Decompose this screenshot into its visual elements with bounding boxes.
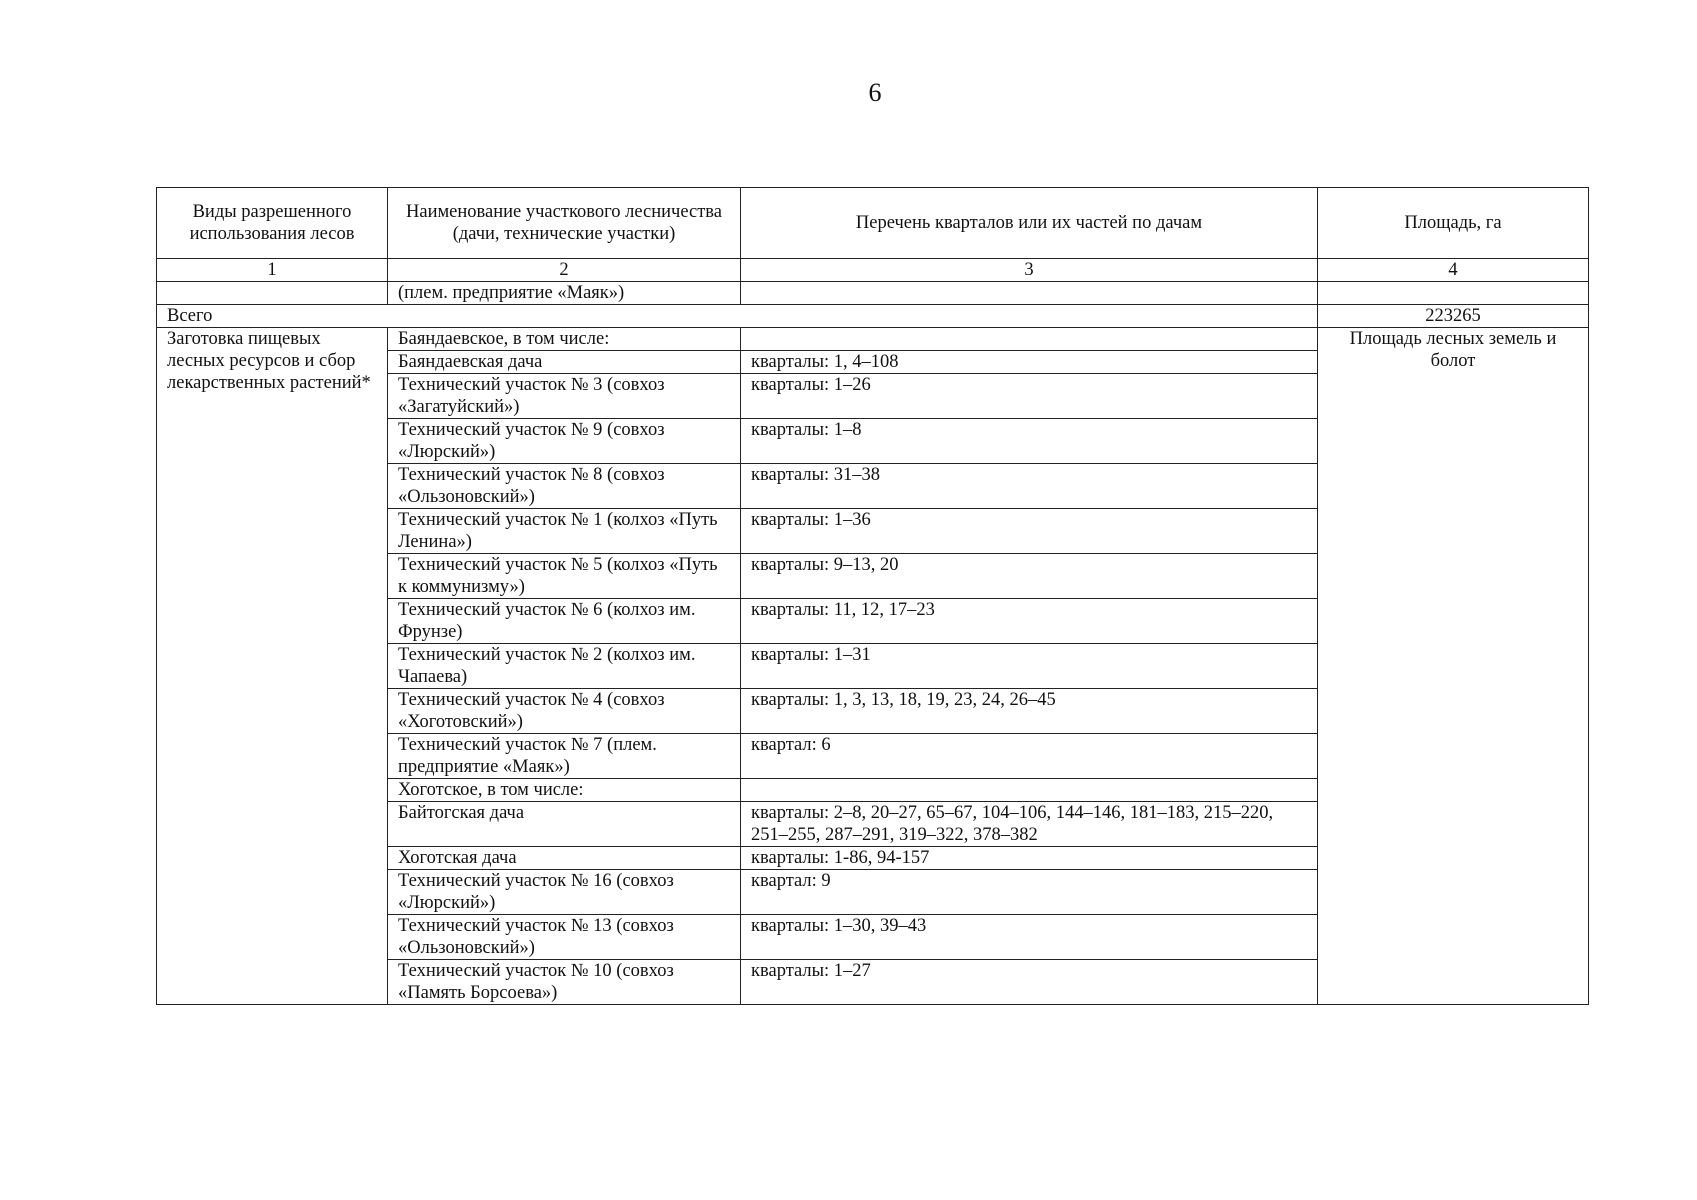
total-label: Всего bbox=[157, 305, 1318, 328]
quarters-cell: кварталы: 1, 4–108 bbox=[741, 351, 1318, 374]
quarters-cell: кварталы: 1–30, 39–43 bbox=[741, 915, 1318, 960]
quarters-cell bbox=[741, 779, 1318, 802]
quarters-cell: квартал: 6 bbox=[741, 734, 1318, 779]
forestry-name-cell: Технический участок № 7 (плем. предприятие «Маяк») bbox=[388, 734, 741, 779]
quarters-cell: кварталы: 31–38 bbox=[741, 464, 1318, 509]
quarters-cell: кварталы: 1, 3, 13, 18, 19, 23, 24, 26–45 bbox=[741, 689, 1318, 734]
header-quarters: Перечень кварталов или их частей по дачам bbox=[741, 188, 1318, 259]
forestry-name-cell: Технический участок № 4 (совхоз «Хоготовский») bbox=[388, 689, 741, 734]
column-number-row bbox=[157, 259, 1589, 282]
use-type-cell: Заготовка пищевых лесных ресурсов и сбор лекарственных растений* bbox=[157, 328, 388, 1005]
forest-use-table bbox=[156, 187, 1589, 1005]
quarters-cell: кварталы: 11, 12, 17–23 bbox=[741, 599, 1318, 644]
forestry-name-cell: Байтогская дача bbox=[388, 802, 741, 847]
column-number: 4 bbox=[1318, 259, 1589, 282]
section-body bbox=[157, 328, 1589, 1005]
quarters-cell: кварталы: 1–31 bbox=[741, 644, 1318, 689]
table-cell bbox=[1318, 282, 1589, 305]
column-number: 1 bbox=[157, 259, 388, 282]
quarters-cell bbox=[741, 328, 1318, 351]
quarters-cell: кварталы: 2–8, 20–27, 65–67, 104–106, 144–146, 181–183, 215–220, 251–255, 287–291, 319–322, 378–382 bbox=[741, 802, 1318, 847]
quarters-cell: кварталы: 9–13, 20 bbox=[741, 554, 1318, 599]
quarters-cell: кварталы: 1-86, 94-157 bbox=[741, 847, 1318, 870]
forestry-name-cell: Технический участок № 1 (колхоз «Путь Ленина») bbox=[388, 509, 741, 554]
continuation-row bbox=[157, 282, 1589, 305]
total-row bbox=[157, 305, 1589, 328]
quarters-cell: кварталы: 1–8 bbox=[741, 419, 1318, 464]
column-number: 3 bbox=[741, 259, 1318, 282]
quarters-cell: кварталы: 1–26 bbox=[741, 374, 1318, 419]
forestry-name-cell: Технический участок № 10 (совхоз «Память Борсоева») bbox=[388, 960, 741, 1005]
continuation-quarters bbox=[741, 282, 1318, 305]
forestry-name-cell: Технический участок № 13 (совхоз «Ользоновский») bbox=[388, 915, 741, 960]
header-use-type: Виды разрешенного использования лесов bbox=[157, 188, 388, 259]
forestry-name-cell: Технический участок № 8 (совхоз «Ользоновский») bbox=[388, 464, 741, 509]
forestry-name-cell: Технический участок № 9 (совхоз «Люрский») bbox=[388, 419, 741, 464]
forestry-name-cell: Хоготское, в том числе: bbox=[388, 779, 741, 802]
header-area: Площадь, га bbox=[1318, 188, 1589, 259]
forestry-name-cell: Баяндаевское, в том числе: bbox=[388, 328, 741, 351]
table-row bbox=[157, 328, 1589, 351]
continuation-name: (плем. предприятие «Маяк») bbox=[388, 282, 741, 305]
forestry-name-cell: Технический участок № 5 (колхоз «Путь к коммунизму») bbox=[388, 554, 741, 599]
column-number: 2 bbox=[388, 259, 741, 282]
quarters-cell: кварталы: 1–36 bbox=[741, 509, 1318, 554]
header-row bbox=[157, 188, 1589, 259]
quarters-cell: квартал: 9 bbox=[741, 870, 1318, 915]
forestry-name-cell: Хоготская дача bbox=[388, 847, 741, 870]
forestry-name-cell: Технический участок № 6 (колхоз им. Фрунзе) bbox=[388, 599, 741, 644]
total-area: 223265 bbox=[1318, 305, 1589, 328]
forestry-name-cell: Баяндаевская дача bbox=[388, 351, 741, 374]
forestry-name-cell: Технический участок № 3 (совхоз «Загатуйский») bbox=[388, 374, 741, 419]
page-number: 6 bbox=[868, 78, 882, 107]
forestry-name-cell: Технический участок № 2 (колхоз им. Чапаева) bbox=[388, 644, 741, 689]
table-cell bbox=[157, 282, 388, 305]
header-forestry-name: Наименование участкового лесничества (дачи, технические участки) bbox=[388, 188, 741, 259]
forestry-name-cell: Технический участок № 16 (совхоз «Люрский») bbox=[388, 870, 741, 915]
area-note-cell: Площадь лесных земель и болот bbox=[1318, 328, 1589, 1005]
quarters-cell: кварталы: 1–27 bbox=[741, 960, 1318, 1005]
